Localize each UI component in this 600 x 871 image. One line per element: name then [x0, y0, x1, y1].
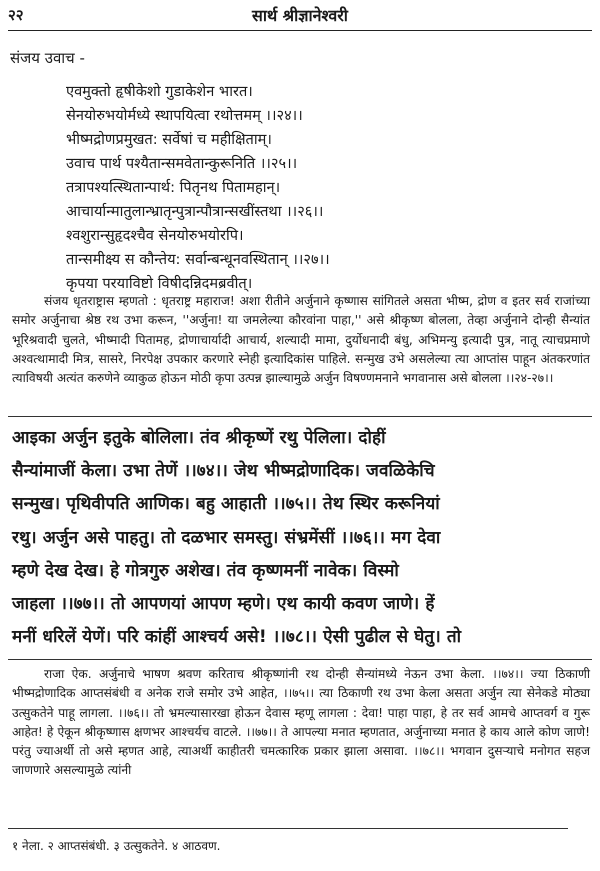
- commentary-paragraph: राजा ऐक. अर्जुनाचे भाषण श्रवण करिताच श्रीकृष्णांनी रथ दोन्ही सैन्यांमध्ये नेऊन उभा केला. ।।७४।। ज्या ठिकाणी भीष्मद्रोणादिक आप्तसंबंधी व अनेक राजे समोर उभे आहेत, ।।७५।। त्या ठिकाणी रथ उभा केला असता अर्जुन त्या सेनेकडे मोठ्या उत्सुकतेने पाहू लागला. ।।७६।। तो भ्रमल्यासारखा होऊन देवास म्हणू लागला : देवा! पाहा पाहा, हे तर सर्व आमचे आप्तवर्ग व गुरू आहेत! हे ऐकून श्रीकृष्णास क्षणभर आश्चर्यच वाटले. ।।७७।। ते आपल्या मनात म्हणतात, अर्जुनाच्या मनात हे काय आले कोण जाणे! परंतु ज्याअर्थी तो असे म्हणत आहे, त्याअर्थी काहीतरी चमत्कारिक प्रकार झाला असावा. ।।७८।। भगवान दुसऱ्याचे मनोगत सहज जाणणारे असल्यामुळे त्यांनी: [12, 667, 590, 778]
- verse-line: कृपया परयाविष्टो विषीदन्निदमब्रवीत्।: [66, 275, 253, 292]
- speaker-heading: संजय उवाच -: [10, 49, 85, 67]
- page-header: [0, 0, 600, 28]
- verse-line: सेनयोरुभयोर्मध्ये स्थापयित्वा रथोत्तमम् ।।२४।।: [66, 107, 303, 124]
- ovi-line: आइका अर्जुन इतुके बोलिला। तंव श्रीकृष्णें रथु पेलिला। दोहीं: [12, 428, 386, 448]
- footnotes: १ नेला. २ आप्तसंबंधी. ३ उत्सुकतेने. ४ आठवण.: [12, 839, 221, 853]
- ovi-line: रथु। अर्जुन असे पाहतु। तो दळभार समस्तु। संभ्रमेंसीं ।।७६।। मग देवा: [12, 527, 441, 548]
- section-divider: [8, 659, 592, 660]
- commentary-paragraph: संजय धृतराष्ट्रास म्हणतो : धृतराष्ट्र महाराज! अशा रीतीने अर्जुनाने कृष्णास सांगितले असता भीष्म, द्रोण व इतर सर्व राजांच्या समोर अर्जुनाचा श्रेष्ठ रथ उभा करून, ''अर्जुना! या जमलेल्या कौरवांना पाहा,'' असे श्रीकृष्ण बोलला, तेव्हा अर्जुनाने दोन्ही सैन्यांत भूरिश्रवादी चुलते, भीष्मादी पितामह, द्रोणाचार्यादी आचार्य, शल्यादी मामा, दुर्योधनादी बंधु, अभिमन्यु इत्यादी पुत्र, नातू त्याचप्रमाणे अश्वत्थामादी मित्र, सासरे, निरपेक्ष उपकार करणारे स्नेही इत्यादिकांस पाहिले. सन्मुख उभे असलेल्या त्या आप्तांस पाहून अंतकरणांत त्याविषयी अत्यंत करुणेने व्याकुळ होऊन मोठी कृपा उत्पन्न झाल्यामुळे अर्जुन विषण्णमनाने भगवानास असे बोलला ।।२४-२७।।: [12, 294, 590, 386]
- verse-line: आचार्यान्मातुलान्भ्रातृन्पुत्रान्पौत्रान्सखींस्तथा ।।२६।।: [66, 203, 324, 220]
- sanskrit-verses: [66, 80, 330, 296]
- ovi-line: जाहला ।।७७।। तो आपणयां आपण म्हणे। एथ कायी कवण जाणे। हें: [12, 593, 435, 614]
- verse-line: तान्समीक्ष्य स कौन्तेय: सर्वान्बन्धूनवस्थितान् ।।२७।।: [66, 251, 330, 268]
- section-divider: [8, 416, 592, 417]
- running-title: सार्थ श्रीज्ञानेश्वरी: [252, 6, 348, 25]
- ovi-line: मनीं धरिलें येणें। परि कांहीं आश्चर्य असे! ।।७८।। ऐसी पुढील से घेतु। तो: [12, 627, 462, 648]
- verse-line: तत्रापश्यत्स्थितान्पार्थ: पितृनथ पितामहान्।: [66, 179, 281, 196]
- verse-line: एवमुक्तो हृषीकेशो गुडाकेशेन भारत।: [66, 83, 253, 100]
- header-divider: [8, 30, 592, 31]
- ovi-line: सैन्यांमाजीं केला। उभा तेणें ।।७४।। जेथ भीष्मद्रोणादिक। जवळिकेचि: [12, 461, 435, 482]
- ovi-line: सन्मुख। पृथिवीपति आणिक। बहु आहाती ।।७५।। तेथ स्थिर करूनियां: [12, 494, 440, 515]
- footnote-divider: [8, 828, 568, 829]
- ovi-line: म्हणे देख देख। हे गोत्रगुरु अशेख। तंव कृष्णमनीं नावेक। विस्मो: [12, 560, 399, 581]
- verse-line: उवाच पार्थ पश्यैतान्समवेतान्कुरूनिति ।।२५।।: [66, 155, 298, 172]
- page-number: २२: [8, 6, 24, 24]
- verse-line: भीष्मद्रोणप्रमुखत: सर्वेषां च महीक्षिताम्।: [66, 131, 272, 148]
- ovi-text: [12, 422, 461, 654]
- verse-line: श्वशुरान्सुहृदश्चैव सेनयोरुभयोरपि।: [66, 227, 244, 244]
